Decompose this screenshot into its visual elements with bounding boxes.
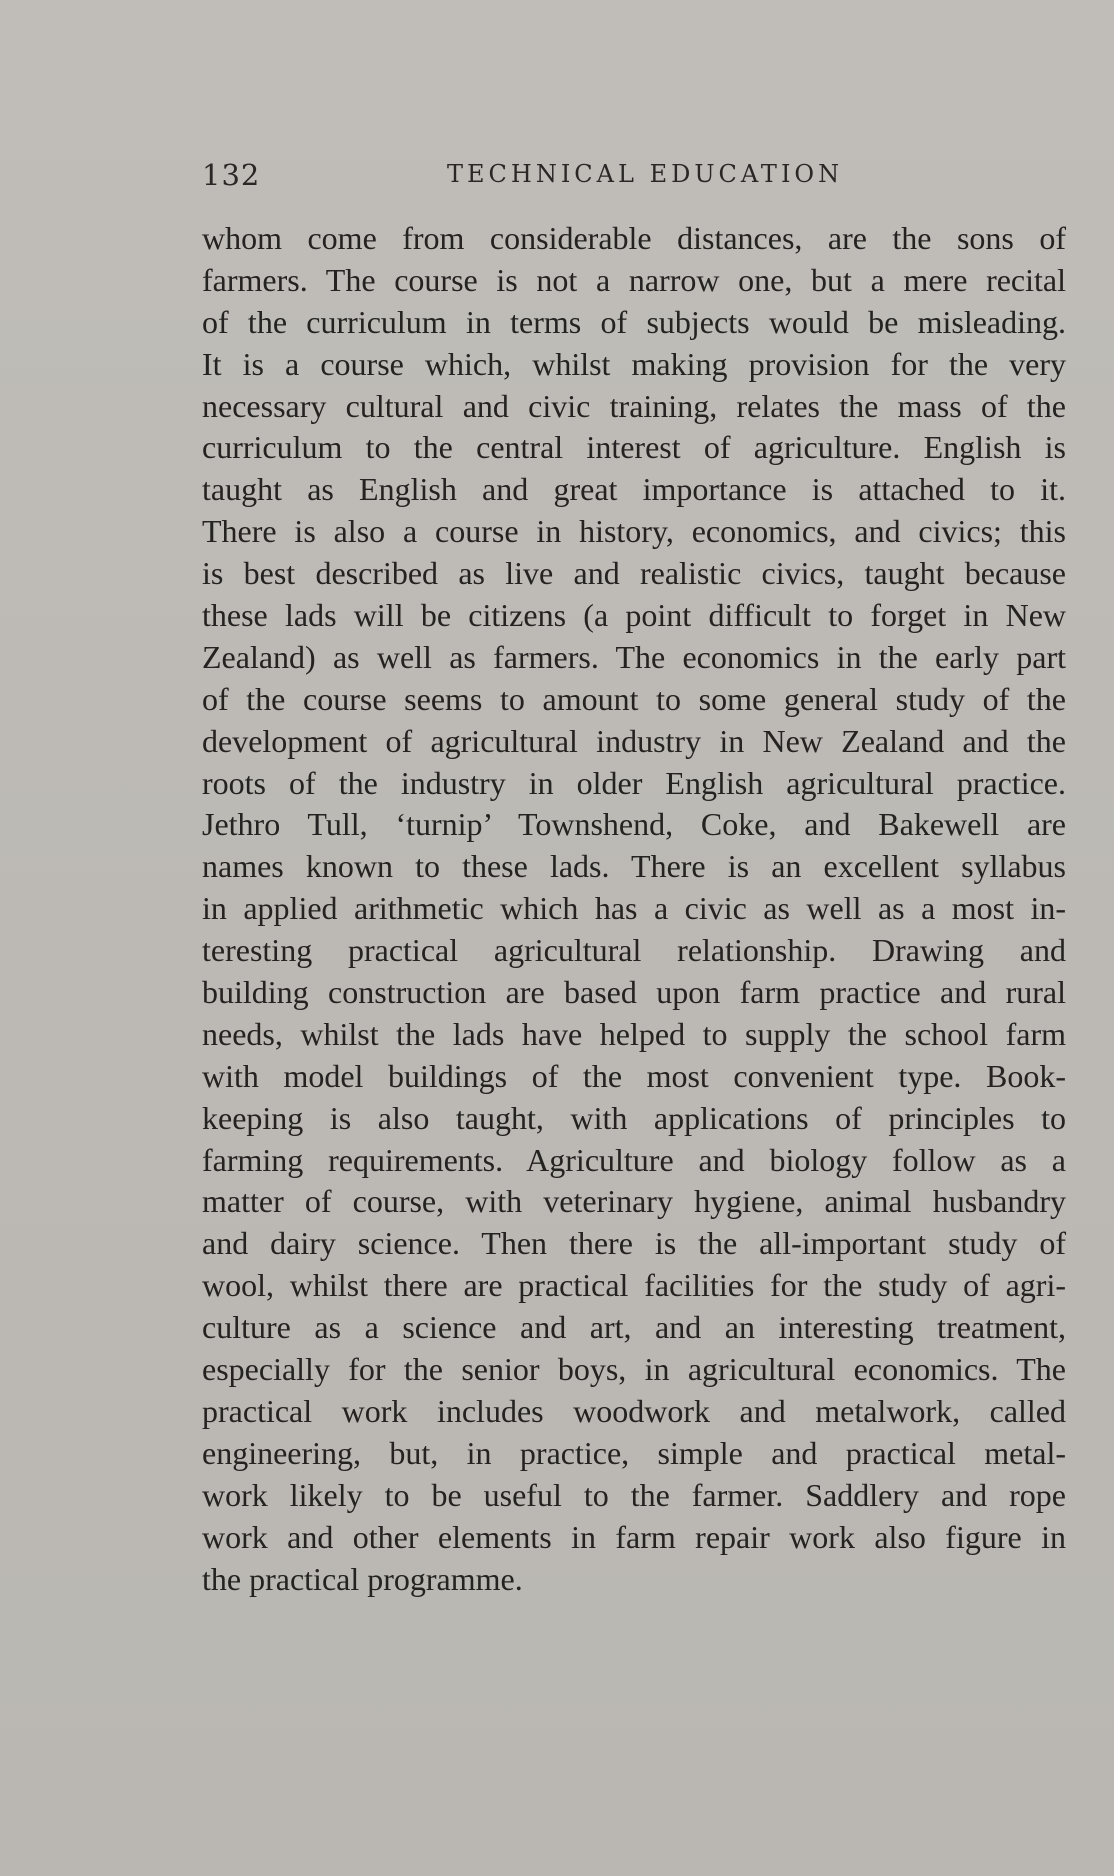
text-line: whom come from considerable distances, are the sons of (202, 220, 1066, 256)
text-line: work and other elements in farm repair work also figure in (202, 1518, 1066, 1555)
text-line: Jethro Tull, ‘turnip’ Townshend, Coke, and Bakewell are (202, 806, 1066, 843)
text-line: There is also a course in history, economics, and civics; this (202, 513, 1066, 550)
text-line: is best described as live and realistic civics, taught because (202, 555, 1066, 592)
text-line: names known to these lads. There is an excellent syllabus (202, 848, 1066, 885)
text-line: the practical programme. (202, 1560, 523, 1597)
text-line: in applied arithmetic which has a civic as well as a most in- (202, 890, 1066, 927)
text-line: farmers. The course is not a narrow one, but a mere recital (202, 261, 1066, 298)
text-line: roots of the industry in older English agricultural practice. (202, 764, 1066, 801)
text-line: especially for the senior boys, in agricultural economics. The (202, 1351, 1066, 1388)
text-line: taught as English and great importance is attached to it. (202, 471, 1066, 508)
text-line: matter of course, with veterinary hygiene, animal husbandry (202, 1183, 1066, 1220)
text-line: of the curriculum in terms of subjects would be misleading. (202, 303, 1066, 340)
text-line: and dairy science. Then there is the all-important study of (202, 1225, 1066, 1262)
text-line: needs, whilst the lads have helped to supply the school farm (202, 1015, 1066, 1052)
text-line: practical work includes woodwork and metalwork, called (202, 1392, 1066, 1429)
text-line: wool, whilst there are practical facilities for the study of agri- (202, 1267, 1066, 1304)
text-line: engineering, but, in practice, simple and practical metal- (202, 1434, 1066, 1471)
text-line: building construction are based upon farm practice and rural (202, 974, 1066, 1011)
text-line: these lads will be citizens (a point difficult to forget in New (202, 597, 1066, 634)
text-line: keeping is also taught, with applications of principles to (202, 1099, 1066, 1136)
body-text (202, 218, 1066, 1600)
text-line: with model buildings of the most convenient type. Book- (202, 1057, 1066, 1094)
text-line: farming requirements. Agriculture and biology follow as a (202, 1141, 1066, 1178)
text-line: work likely to be useful to the farmer. Saddlery and rope (202, 1476, 1066, 1513)
text-line: curriculum to the central interest of agriculture. English is (202, 429, 1066, 466)
text-line: necessary cultural and civic training, relates the mass of the (202, 387, 1066, 424)
text-line: culture as a science and art, and an interesting treatment, (202, 1309, 1066, 1346)
running-head: TECHNICAL EDUCATION (447, 160, 844, 188)
text-line: development of agricultural industry in New Zealand and the (202, 722, 1066, 759)
page-header (202, 158, 1066, 198)
text-line: teresting practical agricultural relationship. Drawing and (202, 932, 1066, 969)
text-line: of the course seems to amount to some general study of the (202, 680, 1066, 717)
page-number: 132 (202, 158, 261, 192)
text-line: It is a course which, whilst making provision for the very (202, 345, 1066, 382)
text-line: Zealand) as well as farmers. The economics in the early part (202, 638, 1066, 675)
